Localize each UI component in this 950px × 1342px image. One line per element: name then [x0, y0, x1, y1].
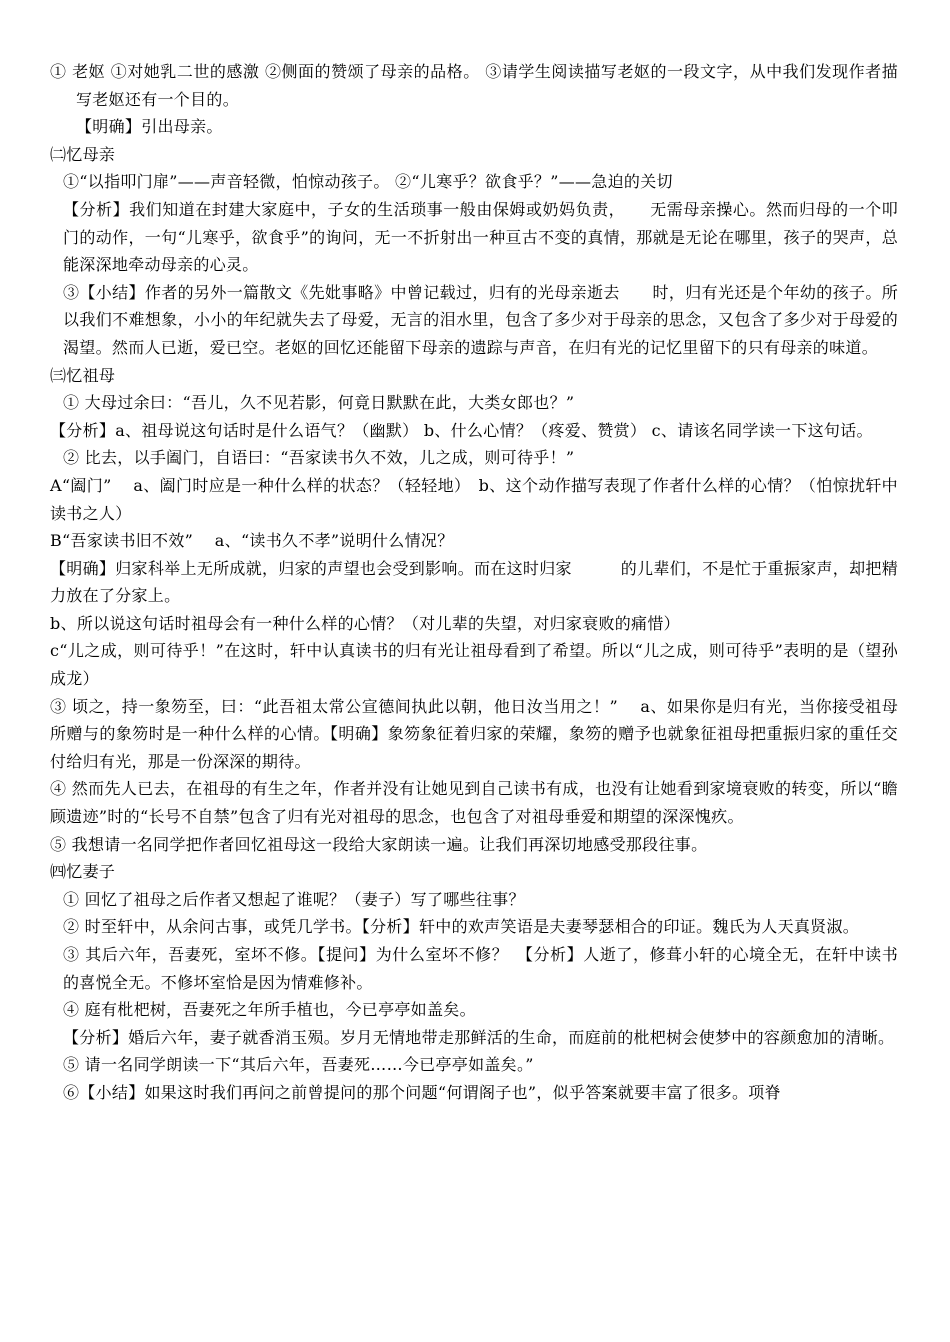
text-paragraph: ④ 然而先人已去，在祖母的有生之年，作者并没有让她见到自己读书有成，也没有让她看到家境衰败的转变，所以“瞻顾遗迹”时的“长号不自禁”包含了归有光对祖母的思念，也包含了对祖母垂爱和期望的深深愧疚。 [50, 779, 898, 827]
text-paragraph: ㈣忆妻子 [50, 862, 116, 882]
text-paragraph: b、所以说这句话时祖母会有一种什么样的心情？（对儿辈的失望，对归家衰败的痛惜） [50, 613, 680, 633]
text-paragraph: 【分析】a、祖母说这句话时是什么语气？（幽默） b、什么心情？（疼爱、赞赏） c、请该名同学读一下这句话。 [50, 420, 873, 440]
text-paragraph: ① 老妪 ①对她乳二世的感激 ②侧面的赞颂了母亲的品格。 ③请学生阅读描写老妪的一段文字，从中我们发现作者描写老妪还有一个目的。 [50, 62, 898, 109]
text-paragraph: ② 比去，以手阖门，自语曰：“吾家读书久不效，儿之成，则可待乎！” [63, 448, 575, 468]
text-paragraph: ① 回忆了祖母之后作者又想起了谁呢？（妻子）写了哪些往事？ [63, 889, 525, 909]
text-paragraph: 【分析】我们知道在封建大家庭中，子女的生活琐事一般由保姆或奶妈负责， 无需母亲操心。然而归母的一个叩门的动作，一句“儿寒乎，欲食乎”的询问，无一不折射出一种亘古不变的真情，那就是无论在哪里，孩子的哭声，总能深深地牵动母亲的心灵。 [63, 199, 898, 275]
text-paragraph: 【明确】引出母亲。 [76, 117, 223, 137]
text-paragraph: ② 时至轩中，从余问古事，或凭几学书。【分析】轩中的欢声笑语是夫妻琴瑟相合的印证。魏氏为人天真贤淑。 [63, 917, 860, 937]
text-paragraph: ㈢忆祖母 [50, 365, 116, 385]
text-paragraph: B“吾家读书旧不效” a、“读书久不孝”说明什么情况？ [50, 531, 454, 551]
text-paragraph: ㈡忆母亲 [50, 144, 116, 164]
text-paragraph: ③ 顷之，持一象笏至，曰：“此吾祖太常公宣德间执此以朝，他日汝当用之！” a、如果你是归有光，当你接受祖母所赠与的象笏时是一种什么样的心情。【明确】象笏象征着归家的荣耀，象笏的赠予也就象征祖母把重振归家的重任交付给归有光，那是一份深深的期待。 [50, 696, 898, 771]
text-paragraph: 【明确】归家科举上无所成就，归家的声望也会受到影响。而在这时归家 的儿辈们，不是忙于重振家声，却把精力放在了分家上。 [50, 558, 898, 606]
text-paragraph: ⑤ 请一名同学朗读一下“其后六年，吾妻死……今已亭亭如盖矣。” [63, 1055, 534, 1075]
text-paragraph: ①“以指叩门扉”——声音轻微，怕惊动孩子。 ②“儿寒乎？欲食乎？”——急迫的关切 [63, 172, 673, 192]
text-paragraph: A“阖门” a、阖门时应是一种什么样的状态？（轻轻地） b、这个动作描写表现了作者什么样的心情？（怕惊扰轩中读书之人） [50, 475, 898, 523]
document-body [50, 58, 898, 1107]
text-paragraph: ⑤ 我想请一名同学把作者回忆祖母这一段给大家朗读一遍。让我们再深切地感受那段往事。 [50, 834, 708, 854]
text-paragraph: ③ 其后六年，吾妻死，室坏不修。【提问】为什么室坏不修？ 【分析】人逝了，修葺小轩的心境全无，在轩中读书的喜悦全无。不修坏室恰是因为情难修补。 [63, 945, 898, 992]
text-paragraph: ① 大母过余曰：“吾儿，久不见若影，何竟日默默在此，大类女郎也？” [63, 393, 575, 413]
text-paragraph: ⑥【小结】如果这时我们再问之前曾提问的那个问题“何谓阁子也”，似乎答案就要丰富了很多。项脊 [63, 1082, 781, 1102]
text-paragraph: 【分析】婚后六年，妻子就香消玉殒。岁月无情地带走那鲜活的生命，而庭前的枇杷树会使梦中的容颜愈加的清晰。 [63, 1027, 895, 1047]
text-paragraph: ③【小结】作者的另外一篇散文《先妣事略》中曾记载过，归有的光母亲逝去 时，归有光还是个年幼的孩子。所以我们不难想象，小小的年纪就失去了母爱，无言的泪水里，包含了多少对于母亲的思念，又包含了多少对于母爱的渴望。然而人已逝，爱已空。老妪的回忆还能留下母亲的遗踪与声音，在归有光的记忆里留下的只有母亲的味道。 [63, 282, 898, 357]
text-paragraph: c“儿之成，则可待乎！”在这时，轩中认真读书的归有光让祖母看到了希望。所以“儿之成，则可待乎”表明的是（望孙成龙） [50, 641, 898, 689]
text-paragraph: ④ 庭有枇杷树，吾妻死之年所手植也，今已亭亭如盖矣。 [63, 1000, 476, 1020]
